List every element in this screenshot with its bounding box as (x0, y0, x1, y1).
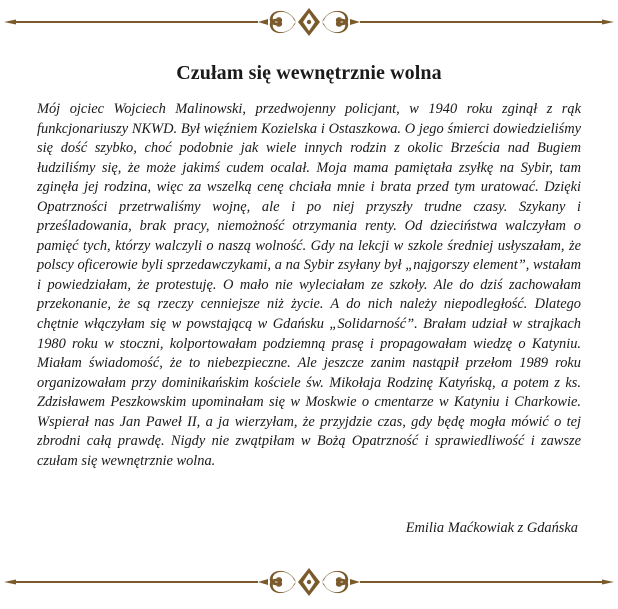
bottom-ornamental-divider-icon (0, 560, 618, 604)
article-title: Czułam się wewnętrznie wolna (176, 62, 442, 84)
article-body: Mój ojciec Wojciech Malinowski, przedwojenny policjant, w 1940 roku zginął z rąk funkcjonariuszy NKWD. Był więźniem Kozielska i Ostaszkowa. O jego śmierci dowiedzieliśmy się dość szybko, choć podobnie jak wiele innych rodzin z okolic Brześcia nad Bugiem łudziliśmy się, że może jakimś cudem ocalał. Moja mama pamiętała zsyłkę na Sybir, tam zginęła jej rodzina, więc za wszelką cenę chciała mnie i brata przed tym uratować. Dzięki Opatrzności przetrwaliśmy wojnę, ale i po niej przyszły trudne czasy. Szykany i prześladowania, brak pracy, niemożność otrzymania renty. Od dzieciństwa walczyłam o pamięć tych, którzy walczyli o naszą wolność. Gdy na lekcji w szkole średniej usłyszałam, że polscy oficerowie byli sprzedawczykami, a na Sybir zsyłany był „najgorszy element”, wstałam i powiedziałam, że protestuję. O mało nie wyleciałam ze szkoły. Ale do dziś zachowałam przekonanie, że są rzeczy cenniejsze niż życie. A do nich należy niepodległość. Dlatego chętnie włączyłam się w powstającą w Gdańsku „Solidarność”. Brałam udział w strajkach 1980 roku w stoczni, kolportowałam podziemną prasę i propagowałam wiedzę o Katyniu. Miałam świadomość, że to niebezpieczne. Ale jeszcze zanim nastąpił przełom 1989 roku organizowałam przy dominikańskim kościele św. Mikołaja Rodzinę Katyńską, a potem z ks. Zdzisławem Peszkowskim upominałam się w Moskwie o cmentarze w Katyniu i Charkowie. Wspierał nas Jan Paweł II, a ja wierzyłam, że przyjdzie czas, gdy będę mogła mówić o tej zbrodni całą prawdę. Nigdy nie zwątpiłam w Bożą Opatrzność i sprawiedliwość i zawsze czułam się wewnętrznie wolna. (37, 101, 581, 469)
article-signature: Emilia Maćkowiak z Gdańska (405, 520, 578, 536)
top-ornamental-divider-icon (0, 0, 618, 44)
